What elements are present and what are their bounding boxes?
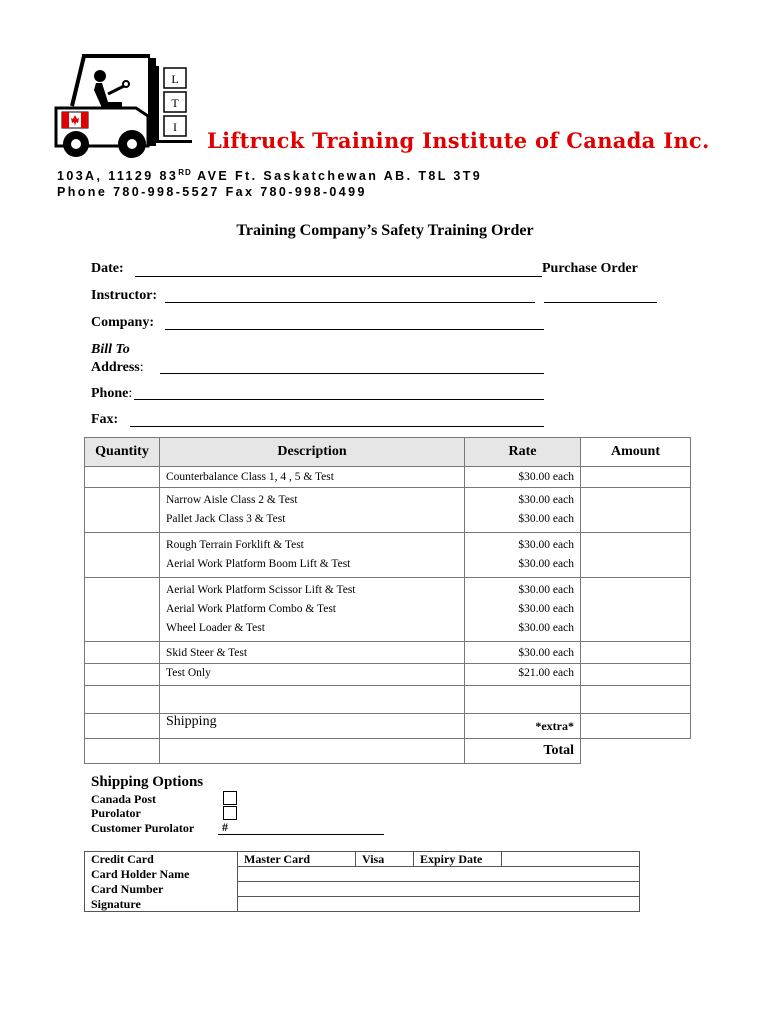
amount-cell[interactable]	[581, 467, 691, 488]
shipping-label: Shipping	[160, 714, 465, 739]
date-label: Date:	[91, 261, 124, 276]
table-row	[85, 467, 691, 488]
course-name: Aerial Work Platform Scissor Lift & Test	[166, 584, 356, 596]
purchase-order-field[interactable]	[544, 302, 657, 303]
rate-cell	[465, 533, 581, 578]
total-row	[85, 739, 691, 764]
expiry-label: Expiry Date	[414, 852, 502, 867]
quantity-cell[interactable]	[85, 488, 160, 533]
course-rate: $30.00 each	[518, 603, 574, 615]
table-row	[85, 578, 691, 642]
payment-row-signature	[85, 897, 640, 912]
amount-header: Amount	[581, 438, 691, 467]
quantity-cell[interactable]	[85, 664, 160, 686]
description-header: Description	[160, 438, 465, 467]
fax-label: Fax:	[91, 412, 119, 427]
course-name: Rough Terrain Forklift & Test	[166, 539, 304, 551]
company-phone-fax: Phone 780-998-5527 Fax 780-998-0499	[57, 185, 367, 199]
company-name: Liftruck Training Institute of Canada Inc.	[207, 128, 710, 153]
quantity-header: Quantity	[85, 438, 160, 467]
description-cell	[160, 642, 465, 664]
address-field[interactable]	[160, 373, 544, 374]
fax-field[interactable]	[130, 426, 544, 427]
shipping-option-customer-purolator: Customer Purolator	[91, 821, 195, 835]
phone-label-colon: :	[128, 386, 133, 401]
logo-letter-l: L	[171, 72, 179, 86]
amount-cell[interactable]	[581, 686, 691, 714]
description-cell	[160, 686, 465, 714]
phone-label-text: Phone	[91, 386, 129, 401]
course-rate: $30.00 each	[518, 646, 574, 659]
course-name: Aerial Work Platform Combo & Test	[166, 603, 337, 615]
logo-letter-t: T	[171, 96, 179, 110]
phone-field[interactable]	[134, 399, 544, 400]
description-cell	[160, 578, 465, 642]
payment-row-holder	[85, 867, 640, 882]
payment-row-card-type	[85, 852, 640, 867]
course-rate: $30.00 each	[518, 494, 574, 506]
course-name: Skid Steer & Test	[166, 646, 248, 659]
credit-card-label: Credit Card	[85, 852, 238, 867]
company-address	[57, 168, 482, 183]
purolator-account-symbol: #	[222, 820, 228, 834]
total-label: Total	[465, 739, 581, 764]
instructor-label: Instructor:	[91, 288, 158, 303]
course-name: Aerial Work Platform Boom Lift & Test	[166, 558, 351, 570]
address-label	[91, 360, 144, 376]
course-rate: $30.00 each	[518, 622, 574, 634]
address-label-colon: :	[139, 360, 144, 375]
quantity-cell[interactable]	[85, 533, 160, 578]
table-row	[85, 488, 691, 533]
shipping-rate: *extra*	[465, 714, 581, 739]
amount-cell[interactable]	[581, 642, 691, 664]
course-rate: $30.00 each	[518, 513, 574, 525]
card-holder-label: Card Holder Name	[85, 867, 238, 882]
shipping-row	[85, 714, 691, 739]
description-cell	[160, 467, 465, 488]
amount-cell[interactable]	[581, 533, 691, 578]
address-ordinal: RD	[178, 168, 192, 177]
table-row	[85, 642, 691, 664]
master-card-option[interactable]: Master Card	[238, 852, 356, 867]
description-cell	[160, 488, 465, 533]
card-number-label: Card Number	[85, 882, 238, 897]
shipping-amount-cell[interactable]	[581, 714, 691, 739]
company-logo	[52, 50, 202, 160]
quantity-cell[interactable]	[85, 714, 160, 739]
course-name: Test Only	[166, 667, 211, 679]
rate-cell	[465, 664, 581, 686]
course-rate: $30.00 each	[518, 471, 574, 483]
shipping-options-title: Shipping Options	[91, 774, 204, 790]
rate-cell	[465, 578, 581, 642]
description-cell	[160, 533, 465, 578]
shipping-option-purolator: Purolator	[91, 806, 141, 820]
signature-field[interactable]	[238, 897, 640, 912]
course-rate: $21.00 each	[518, 667, 574, 679]
instructor-field[interactable]	[165, 302, 535, 303]
quantity-cell	[85, 739, 160, 764]
table-row	[85, 686, 691, 714]
rate-header: Rate	[465, 438, 581, 467]
amount-cell[interactable]	[581, 488, 691, 533]
table-row	[85, 533, 691, 578]
course-name: Pallet Jack Class 3 & Test	[166, 513, 286, 525]
order-table-header	[85, 438, 691, 467]
logo-letter-i: I	[173, 120, 177, 134]
course-name: Counterbalance Class 1, 4 , 5 & Test	[166, 471, 334, 483]
amount-cell[interactable]	[581, 664, 691, 686]
quantity-cell[interactable]	[85, 686, 160, 714]
course-rate: $30.00 each	[518, 558, 574, 570]
phone-label	[91, 386, 132, 402]
quantity-cell[interactable]	[85, 642, 160, 664]
address-label-text: Address	[91, 360, 140, 375]
shipping-option-canada-post: Canada Post	[91, 792, 157, 806]
date-field[interactable]	[135, 276, 542, 277]
description-cell	[160, 664, 465, 686]
card-number-field[interactable]	[238, 882, 640, 897]
course-name: Wheel Loader & Test	[166, 622, 265, 634]
amount-cell[interactable]	[581, 578, 691, 642]
description-cell	[160, 739, 465, 764]
purchase-order-label: Purchase Order	[542, 261, 638, 276]
table-row	[85, 664, 691, 686]
course-rate: $30.00 each	[518, 539, 574, 551]
payment-table	[84, 851, 640, 912]
order-table	[84, 437, 691, 764]
course-name: Narrow Aisle Class 2 & Test	[166, 494, 298, 506]
address-city: AVE Ft. Saskatchewan AB. T8L 3T9	[191, 169, 483, 184]
canada-post-checkbox[interactable]	[223, 791, 237, 805]
form-title: Training Company’s Safety Training Order	[236, 222, 534, 239]
payment-row-number	[85, 882, 640, 897]
bill-to-label: Bill To	[91, 342, 130, 357]
expiry-field[interactable]	[502, 852, 640, 867]
quantity-cell[interactable]	[85, 467, 160, 488]
rate-cell	[465, 467, 581, 488]
total-amount-cell[interactable]	[581, 739, 691, 764]
signature-label: Signature	[85, 897, 238, 912]
purolator-checkbox[interactable]	[223, 806, 237, 820]
visa-option[interactable]: Visa	[356, 852, 414, 867]
rate-cell	[465, 642, 581, 664]
purolator-account-field[interactable]	[218, 834, 384, 835]
rate-cell	[465, 686, 581, 714]
course-rate: $30.00 each	[518, 584, 574, 596]
card-holder-field[interactable]	[238, 867, 640, 882]
company-field[interactable]	[165, 329, 544, 330]
quantity-cell[interactable]	[85, 578, 160, 642]
company-label: Company:	[91, 315, 155, 330]
address-street: 103A, 11129 83	[57, 169, 179, 184]
rate-cell	[465, 488, 581, 533]
